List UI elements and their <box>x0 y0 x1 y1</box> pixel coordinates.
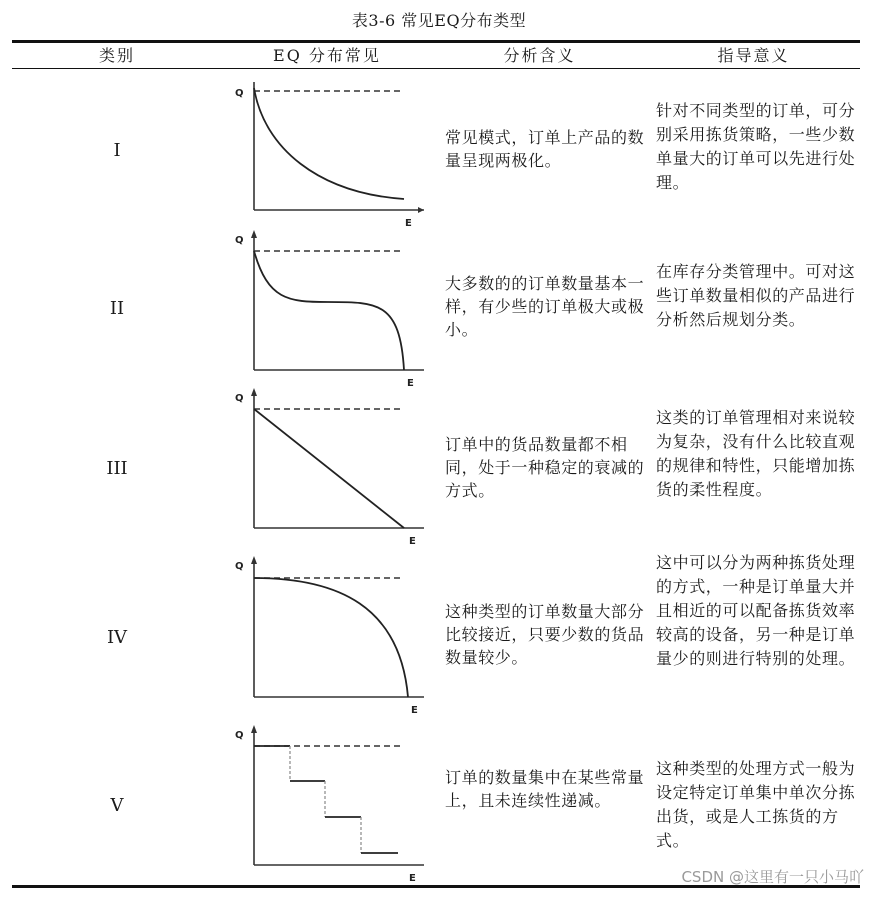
q-axis-label: Q <box>235 235 244 246</box>
row-1-meaning: 常见模式，订单上产品的数量呈现两极化。 <box>445 128 645 170</box>
row-3-meaning: 订单中的货品数量都不相同，处于一种稳定的衰减的方式。 <box>445 435 645 500</box>
row-2-guidance: 在库存分类管理中。可对这些订单数量相似的产品进行分析然后规划分类。 <box>656 262 856 329</box>
row-5-meaning: 订单的数量集中在某些常量上，且未连续性递减。 <box>445 768 645 810</box>
q-axis-label: Q <box>235 393 244 404</box>
table-header-rule <box>12 68 860 69</box>
row-3-eq-chart <box>228 388 424 548</box>
q-axis-label: Q <box>235 561 244 572</box>
e-axis-label: E <box>409 873 416 884</box>
e-axis-label: E <box>405 218 412 228</box>
row-5-category: V <box>110 795 124 816</box>
row-3-guidance: 这类的订单管理相对来说较为复杂，没有什么比较直观的规律和特性，只能增加拣货的柔性程度。 <box>656 408 856 499</box>
row-1-category: I <box>113 140 121 161</box>
table-caption: 表3-6 常见EQ分布类型 <box>351 11 527 30</box>
header-meaning: 分析含义 <box>503 46 576 65</box>
e-axis-label: E <box>411 705 418 716</box>
row-2-meaning: 大多数的的订单数量基本一样，有少些的订单极大或极小。 <box>445 274 645 339</box>
row-5-guidance: 这种类型的处理方式一般为设定特定订单集中单次分拣出货，或是人工拣货的方式。 <box>656 759 856 850</box>
row-4-guidance: 这中可以分为两种拣货处理的方式，一种是订单量大并且相近的可以配备拣货效率较高的设备，另一种是订单量少的则进行特别的处理。 <box>656 553 856 668</box>
row-3-category: III <box>106 458 128 479</box>
e-axis-label: E <box>409 536 416 547</box>
row-4-meaning: 这种类型的订单数量大部分比较接近，只要少数的货品数量较少。 <box>445 602 645 667</box>
row-1-guidance: 针对不同类型的订单，可分别采用拣货策略，一些少数单量大的订单可以先进行处理。 <box>656 101 856 192</box>
header-category: 类别 <box>98 46 135 65</box>
q-axis-label: Q <box>235 88 244 99</box>
row-2-category: II <box>109 298 125 319</box>
row-4-eq-chart <box>228 556 424 716</box>
row-4-category: IV <box>106 627 128 648</box>
row-5-eq-chart <box>228 724 424 884</box>
row-1-eq-chart <box>228 78 424 228</box>
csdn-watermark: CSDN @这里有一只小马吖 <box>681 868 864 886</box>
header-guidance: 指导意义 <box>717 46 790 65</box>
row-2-eq-chart <box>228 230 424 390</box>
e-axis-label: E <box>407 378 414 389</box>
table-top-rule <box>12 40 860 43</box>
header-distribution: EQ 分布常见 <box>273 46 381 65</box>
q-axis-label: Q <box>235 730 244 741</box>
